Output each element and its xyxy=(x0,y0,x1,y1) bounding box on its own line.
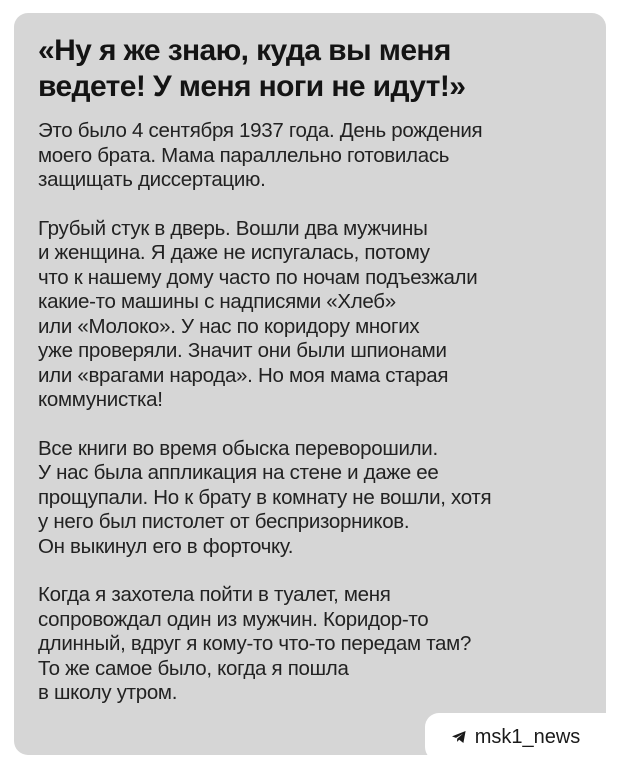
story-body xyxy=(38,119,582,706)
quote-title: «Ну я же знаю, куда вы меня ведете! У меня ноги не идут!» xyxy=(38,34,466,103)
telegram-icon xyxy=(451,729,467,745)
story-paragraph: Все книги во время обыска переворошили. У нас была аппликация на стене и даже ее прощупали. Но к брату в комнату не вошли, хотя у него был пистолет от беспризорников. Он выкинул его в форточку. xyxy=(38,436,492,558)
story-paragraph: Это было 4 сентября 1937 года. День рождения моего брата. Мама параллельно готовилась защищать диссертацию. xyxy=(38,119,483,191)
channel-handle: msk1_news xyxy=(474,725,581,748)
channel-badge[interactable] xyxy=(425,713,606,761)
quote-card xyxy=(14,13,606,755)
story-paragraph: Когда я захотела пойти в туалет, меня сопровождал один из мужчин. Коридор-то длинный, вдруг я кому-то что-то передам там? То же самое было, когда я пошла в школу утром. xyxy=(38,583,472,704)
story-paragraph: Грубый стук в дверь. Вошли два мужчины и женщина. Я даже не испугалась, потому что к нашему дому часто по ночам подъезжали какие-то машины с надписями «Хлеб» или «Молоко». У нас по коридору многих уже проверяли. Значит они были шпионами или «врагами народа». Но моя мама старая коммунистка! xyxy=(38,216,478,411)
